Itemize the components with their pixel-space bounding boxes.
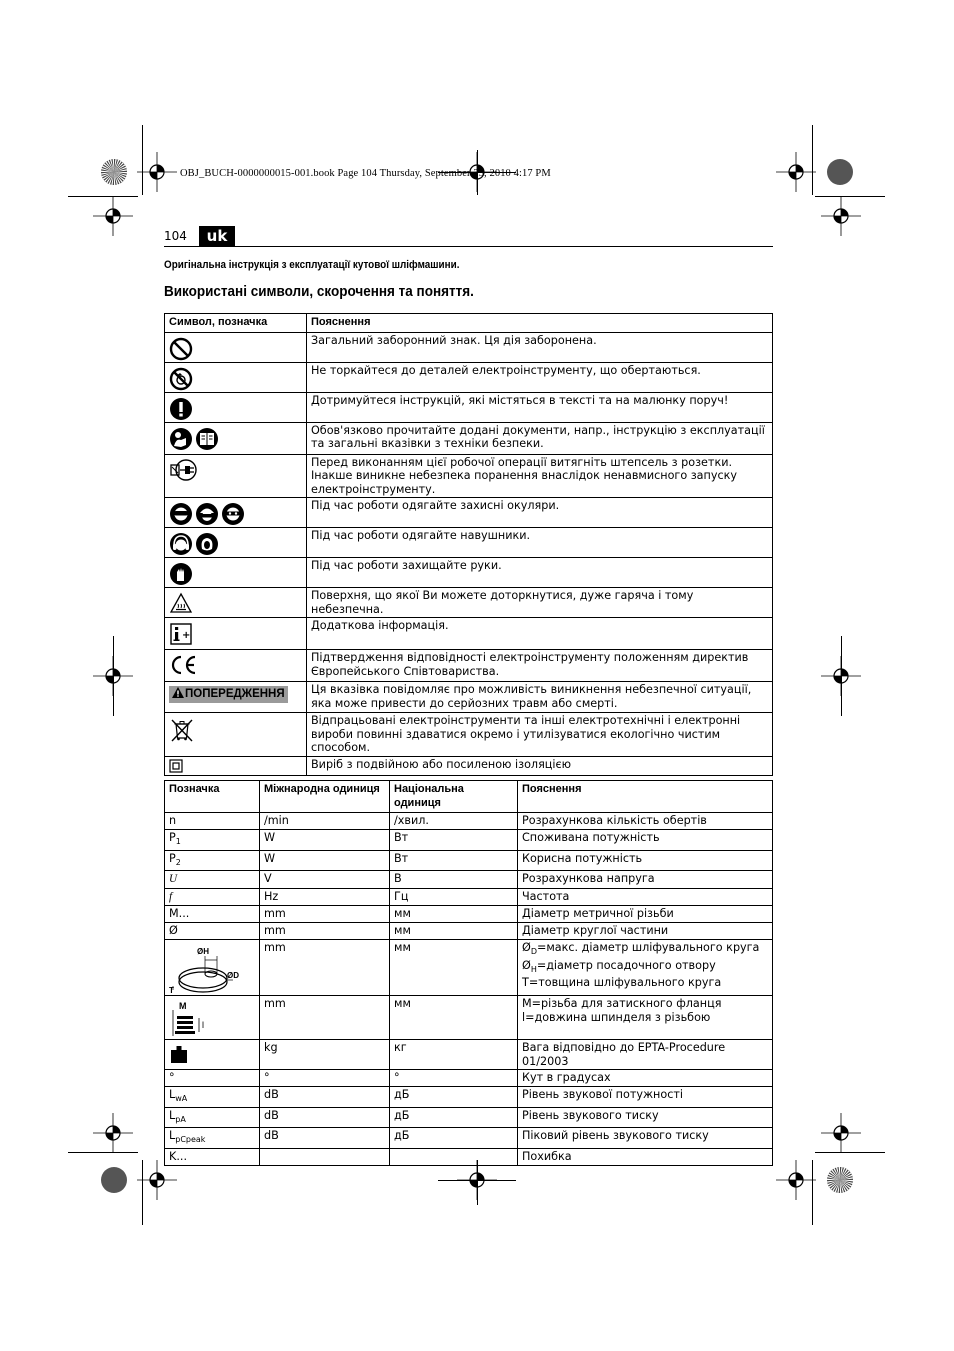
symbol-explanation: Підтвердження відповідності електроінструменту положенням директив Європейського Співтовариства.: [307, 650, 773, 682]
spindle-thread-icon: [169, 997, 211, 1030]
designation-symbol: f: [169, 890, 173, 903]
symbol-explanation: Обов'язково прочитайте додані документи, напр., інструкцію з експлуатації та загальні вказівки з техніки безпеки.: [307, 422, 773, 454]
designation-subscript: 1: [175, 837, 181, 846]
national-unit-cell: Гц: [390, 888, 518, 906]
registration-mark-icon: [93, 196, 133, 236]
designation-cell: [165, 830, 260, 851]
symbols-table-header: [165, 314, 773, 333]
designation-cell: [165, 940, 260, 996]
intl-unit-cell: mm: [260, 923, 390, 940]
unit-explanation-cell: Частота: [518, 888, 773, 906]
symbol-row: [165, 588, 773, 618]
unit-row: [165, 830, 773, 851]
unit-explanation-cell: Вага відповідно до EPTA-Procedure 01/2003: [518, 1040, 773, 1070]
registration-mark-icon: [821, 1113, 861, 1153]
explanation-line: $Ø_H=діаметр$ посадочного отвору: [522, 958, 716, 974]
symbol-explanation: Перед виконанням цієї робочої операції витягніть штепсель з розетки. Інакше виникне небезпека поранення внаслідок ненавмисного запуску електроінструменту.: [307, 454, 773, 498]
header-symbol: Символ, позначка: [165, 314, 307, 333]
unit-explanation-cell: Діаметр метричної різьби: [518, 906, 773, 923]
document-subtitle: Оригінальна інструкція з експлуатації кутової шліфмашини.: [164, 259, 460, 271]
symbol-explanation: Дотримуйтеся інструкцій, які містяться в тексті та на малюнку поруч!: [307, 392, 773, 422]
intl-unit-cell: mm: [260, 906, 390, 923]
symbols-table: [164, 313, 773, 776]
designation-subscript: wA: [175, 1094, 188, 1103]
symbol-cell: [165, 528, 307, 558]
intl-unit-cell: V: [260, 871, 390, 889]
disc-label-d: ØD: [227, 971, 239, 980]
crop-mark: [142, 125, 143, 195]
crop-mark: [438, 1180, 516, 1181]
explanation-line: $Ø_D=макс$. діаметр шліфувального круга: [522, 941, 760, 956]
warning-badge: [169, 686, 288, 703]
symbol-cell: [165, 682, 307, 713]
symbol-row: [165, 498, 773, 528]
unit-row: [165, 1107, 773, 1128]
header-national-unit: Національна одиниця: [390, 781, 518, 813]
symbol-explanation: Додаткова інформація.: [307, 618, 773, 650]
unit-explanation-cell: Діаметр круглої частини: [518, 923, 773, 940]
unit-explanation-cell: Піковий рівень звукового тиску: [518, 1128, 773, 1149]
designation-cell: [165, 850, 260, 871]
header-explanation: Пояснення: [307, 314, 773, 333]
designation-cell: [165, 923, 260, 940]
ce-mark-icon: [169, 651, 199, 664]
unit-row: [165, 996, 773, 1040]
crop-mark: [142, 1160, 143, 1225]
warning-badge-label: ПОПЕРЕДЖЕННЯ: [185, 688, 285, 700]
national-unit-cell: В: [390, 871, 518, 889]
national-unit-cell: °: [390, 1070, 518, 1087]
symbol-cell: [165, 454, 307, 498]
symbol-explanation: Ця вказівка повідомляє про можливість виникнення небезпечної ситуації, яка може привести до серйозних травм або смерті.: [307, 682, 773, 713]
unit-explanation-cell: Рівень звукової потужності: [518, 1087, 773, 1108]
intl-unit-cell: W: [260, 830, 390, 851]
disc-label-t: T: [169, 986, 174, 994]
symbol-row: [165, 618, 773, 650]
national-unit-cell: Вт: [390, 850, 518, 871]
symbol-explanation: Під час роботи захищайте руки.: [307, 558, 773, 588]
symbol-cell: [165, 392, 307, 422]
symbol-row: [165, 362, 773, 392]
symbol-cell: [165, 588, 307, 618]
designation-cell: [165, 813, 260, 830]
designation-subscript: pA: [175, 1114, 186, 1124]
national-unit-cell: мм: [390, 940, 518, 996]
explanation-line: M=різьба для затискного фланця: [522, 997, 722, 1010]
designation-symbol: Ø: [169, 924, 178, 937]
unit-explanation-cell: Корисна потужність: [518, 850, 773, 871]
designation-subscript: 2: [175, 857, 181, 867]
info-icon: [169, 619, 195, 641]
hot-surface-icon: [169, 589, 195, 602]
units-table-header: [165, 781, 773, 813]
unit-explanation-cell: Рівень звукового тиску: [518, 1107, 773, 1128]
intl-unit-cell: dB: [260, 1087, 390, 1108]
national-unit-cell: дБ: [390, 1107, 518, 1128]
symbol-row: [165, 713, 773, 757]
national-unit-cell: кг: [390, 1040, 518, 1070]
registration-mark-icon: [137, 1160, 177, 1200]
designation-symbol: °: [169, 1071, 175, 1084]
unit-explanation-cell: Розрахункова кількість обертів: [518, 813, 773, 830]
designation-symbol: U: [169, 873, 178, 885]
intl-unit-cell: dB: [260, 1107, 390, 1128]
explanation-line: T=товщина шліфувального круга: [522, 976, 722, 989]
ear-protection-icon: [169, 529, 221, 542]
registration-mark-icon: [93, 1113, 133, 1153]
designation-symbol: L: [169, 1129, 176, 1142]
symbol-cell: [165, 332, 307, 362]
svg-text:l: l: [202, 1020, 204, 1030]
national-unit-cell: [390, 1148, 518, 1165]
unit-row: [165, 940, 773, 996]
national-unit-cell: мм: [390, 923, 518, 940]
unit-row: [165, 1040, 773, 1070]
crop-mark: [113, 636, 114, 716]
do-not-touch-rotating-icon: [169, 364, 195, 377]
symbol-explanation: Відпрацьовані електроінструменти та інші електротехнічні і електронні вироби повинні здаватися окремо і утилізуватися екологічно чистим способом.: [307, 713, 773, 757]
svg-text:M: M: [179, 1001, 187, 1011]
unit-row: [165, 871, 773, 889]
intl-unit-cell: mm: [260, 940, 390, 996]
language-badge: uk: [199, 226, 235, 246]
registration-mark-icon: [776, 1160, 816, 1200]
exclamation-icon: [169, 394, 195, 407]
designation-cell: [165, 1107, 260, 1128]
symbol-cell: [165, 618, 307, 650]
designation-cell: [165, 871, 260, 889]
symbol-cell: [165, 713, 307, 757]
symbol-row: [165, 528, 773, 558]
symbol-cell: [165, 362, 307, 392]
intl-unit-cell: °: [260, 1070, 390, 1087]
crop-mark: [812, 1160, 813, 1225]
national-unit-cell: мм: [390, 996, 518, 1040]
intl-unit-cell: /min: [260, 813, 390, 830]
svg-text:+: +: [182, 630, 191, 641]
read-manual-icon: [169, 424, 221, 437]
unit-explanation-cell: Кут в градусах: [518, 1070, 773, 1087]
disc-label-h: ØH: [197, 947, 209, 956]
unit-row: [165, 923, 773, 940]
symbol-row: [165, 392, 773, 422]
symbol-explanation: Під час роботи одягайте захисні окуляри.: [307, 498, 773, 528]
unit-row: [165, 1128, 773, 1149]
unit-row: [165, 1070, 773, 1087]
double-insulation-icon: [169, 758, 185, 771]
national-unit-cell: мм: [390, 906, 518, 923]
designation-cell: [165, 1128, 260, 1149]
designation-cell: [165, 888, 260, 906]
density-patch-icon: [826, 158, 854, 186]
unit-row: [165, 888, 773, 906]
unit-explanation-cell: Похибка: [518, 1148, 773, 1165]
national-unit-cell: /хвил.: [390, 813, 518, 830]
national-unit-cell: дБ: [390, 1087, 518, 1108]
designation-symbol: L: [169, 1088, 176, 1101]
crop-mark: [68, 196, 138, 197]
crop-mark: [841, 636, 842, 716]
symbol-row: [165, 650, 773, 682]
unit-row: [165, 1148, 773, 1165]
symbol-cell: [165, 650, 307, 682]
color-target-icon: [826, 1166, 854, 1194]
symbol-explanation: Загальний заборонний знак. Ця дія заборонена.: [307, 332, 773, 362]
designation-symbol: M...: [169, 907, 190, 920]
designation-cell: [165, 906, 260, 923]
symbol-explanation: Під час роботи одягайте навушники.: [307, 528, 773, 558]
symbol-cell: [165, 558, 307, 588]
designation-cell: [165, 996, 260, 1040]
density-patch-icon: [100, 1166, 128, 1194]
registration-mark-icon: [137, 152, 177, 192]
disc-dimensions-icon: [169, 941, 243, 994]
weight-icon: [169, 1041, 191, 1054]
designation-symbol: P: [169, 831, 176, 844]
unit-explanation-cell: [518, 940, 773, 996]
symbol-cell: [165, 756, 307, 775]
crop-mark: [812, 125, 813, 195]
header-intl-unit: Міжнародна одиниця: [260, 781, 390, 813]
symbol-explanation: Не торкайтеся до деталей електроінструменту, що обертаються.: [307, 362, 773, 392]
registration-mark-icon: [776, 152, 816, 192]
symbol-row: [165, 682, 773, 713]
national-unit-cell: дБ: [390, 1128, 518, 1149]
symbol-row: [165, 422, 773, 454]
designation-symbol: P: [169, 851, 176, 865]
designation-cell: [165, 1070, 260, 1087]
symbol-row: [165, 454, 773, 498]
crop-mark: [477, 1160, 478, 1205]
crop-mark: [68, 1152, 138, 1153]
units-table: [164, 780, 773, 1166]
intl-unit-cell: W: [260, 850, 390, 871]
designation-cell: [165, 1040, 260, 1070]
intl-unit-cell: kg: [260, 1040, 390, 1070]
national-unit-cell: Вт: [390, 830, 518, 851]
intl-unit-cell: Hz: [260, 888, 390, 906]
explanation-line: l=довжина шпинделя з різьбою: [522, 1010, 711, 1024]
symbol-explanation: Поверхня, що якої Ви можете доторкнутися, дуже гаряча і тому небезпечна.: [307, 588, 773, 618]
designation-cell: [165, 1148, 260, 1165]
symbol-row: [165, 756, 773, 775]
header-designation: Позначка: [165, 781, 260, 813]
crop-mark: [815, 196, 885, 197]
header-unit-explanation: Пояснення: [518, 781, 773, 813]
unit-explanation-cell: Споживана потужність: [518, 830, 773, 851]
unplug-icon: [169, 456, 199, 469]
unit-row: [165, 906, 773, 923]
intl-unit-cell: dB: [260, 1128, 390, 1149]
safety-goggles-icon: [169, 499, 247, 512]
symbol-explanation: Виріб з подвійною або посиленою ізоляцією: [307, 756, 773, 775]
designation-subscript: pCpeak: [175, 1135, 206, 1144]
intl-unit-cell: mm: [260, 996, 390, 1040]
unit-row: [165, 813, 773, 830]
page-number: 104: [164, 229, 187, 243]
unit-row: [165, 1087, 773, 1108]
color-target-icon: [100, 158, 128, 186]
prohibition-icon: [169, 334, 195, 347]
print-header: OBJ_BUCH-0000000015-001.book Page 104 Thursday, September 23, 2010 4:17 PM: [180, 168, 551, 179]
header-rule: [164, 246, 773, 247]
symbol-cell: [165, 498, 307, 528]
symbol-row: [165, 332, 773, 362]
symbol-cell: [165, 422, 307, 454]
unit-explanation-cell: Розрахункова напруга: [518, 871, 773, 889]
unit-explanation-cell: [518, 996, 773, 1040]
unit-row: [165, 850, 773, 871]
gloves-icon: [169, 559, 195, 572]
registration-mark-icon: [821, 196, 861, 236]
designation-symbol: K...: [169, 1149, 188, 1163]
weee-bin-icon: [169, 714, 197, 727]
crop-mark: [815, 1152, 885, 1153]
section-title: Використані символи, скорочення та поняття.: [164, 283, 474, 300]
intl-unit-cell: [260, 1148, 390, 1165]
designation-cell: [165, 1087, 260, 1108]
symbol-row: [165, 558, 773, 588]
designation-symbol: n: [169, 814, 177, 827]
designation-symbol: L: [169, 1108, 176, 1122]
